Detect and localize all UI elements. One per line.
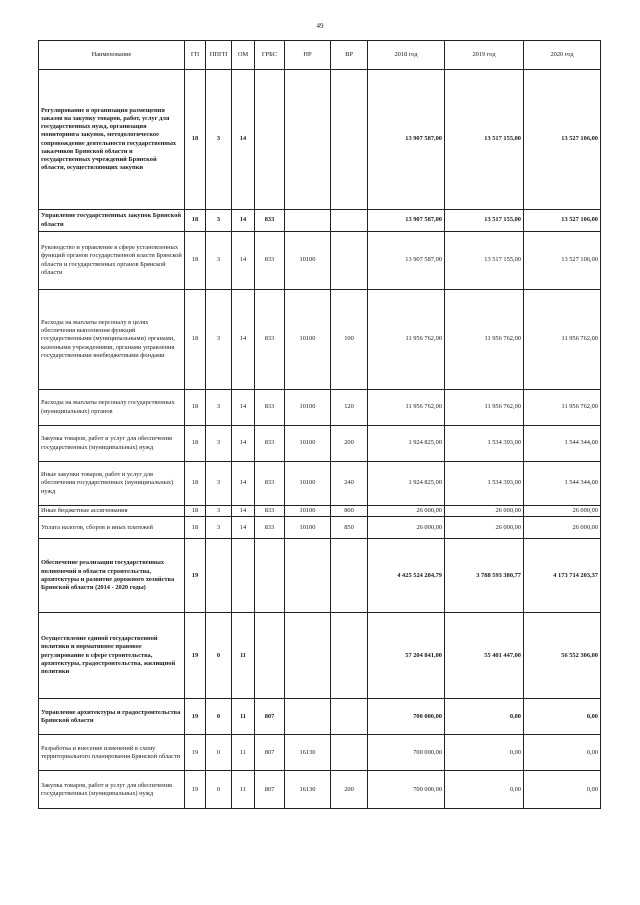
cell-pgp: 3 (206, 517, 232, 539)
cell-y2020: 13 527 106,00 (524, 232, 601, 290)
cell-nr: 10100 (285, 462, 331, 506)
cell-y2020: 26 000,00 (524, 506, 601, 517)
cell-nr: 10100 (285, 506, 331, 517)
table-row (39, 771, 601, 809)
cell-y2018: 13 907 587,00 (368, 210, 445, 232)
cell-gp: 18 (185, 290, 206, 390)
cell-pgp: 3 (206, 462, 232, 506)
cell-name: Регулирование в организация размещения заказов на закупку товаров, работ, услуг для государственных нужд, организация мониторинга закупок, методологическое сопровождение деятельности государственных заказчиков Брянской области и государственных учреждений Брянской области, осуществляющих закупки (39, 70, 185, 210)
table-row (39, 232, 601, 290)
cell-grbs: 833 (255, 517, 285, 539)
cell-y2019: 0,00 (445, 735, 524, 771)
cell-grbs (255, 70, 285, 210)
budget-table (38, 40, 601, 809)
cell-pgp: 3 (206, 290, 232, 390)
table-row (39, 539, 601, 613)
cell-vr: 200 (331, 771, 368, 809)
cell-name: Руководство и управление в сфере установленных функций органов государственной власти Брянской области и государственных органов Брянской области (39, 232, 185, 290)
cell-om: 14 (232, 390, 255, 426)
cell-y2019: 11 956 762,00 (445, 290, 524, 390)
cell-pgp: 0 (206, 735, 232, 771)
cell-y2019: 3 788 593 380,77 (445, 539, 524, 613)
cell-y2019: 0,00 (445, 699, 524, 735)
header-2020: 2020 год (524, 41, 601, 70)
cell-y2018: 1 924 825,00 (368, 462, 445, 506)
cell-pgp: 3 (206, 426, 232, 462)
cell-vr (331, 539, 368, 613)
cell-grbs: 833 (255, 506, 285, 517)
cell-y2018: 11 956 762,00 (368, 390, 445, 426)
cell-nr (285, 539, 331, 613)
table-header-row (39, 41, 601, 70)
cell-pgp: 3 (206, 232, 232, 290)
cell-y2020: 1 544 344,00 (524, 426, 601, 462)
cell-y2018: 4 425 524 284,79 (368, 539, 445, 613)
cell-grbs (255, 613, 285, 699)
cell-gp: 18 (185, 210, 206, 232)
cell-y2020: 0,00 (524, 735, 601, 771)
header-vr: ВР (331, 41, 368, 70)
cell-gp: 18 (185, 232, 206, 290)
cell-nr (285, 699, 331, 735)
cell-y2020: 56 552 306,00 (524, 613, 601, 699)
cell-y2019: 1 534 393,00 (445, 462, 524, 506)
table-row (39, 390, 601, 426)
header-nr: НР (285, 41, 331, 70)
table-row (39, 517, 601, 539)
cell-y2020: 11 956 762,00 (524, 290, 601, 390)
header-om: ОМ (232, 41, 255, 70)
cell-y2019: 0,00 (445, 771, 524, 809)
cell-y2020: 13 527 106,00 (524, 210, 601, 232)
cell-gp: 18 (185, 390, 206, 426)
cell-name: Разработка и внесение изменений в схему территориального планирования Брянской области (39, 735, 185, 771)
cell-om: 11 (232, 699, 255, 735)
cell-name: Иные закупки товаров, работ и услуг для обеспечения государственных (муниципальных) нужд (39, 462, 185, 506)
cell-grbs: 833 (255, 290, 285, 390)
cell-y2018: 57 204 841,00 (368, 613, 445, 699)
cell-y2018: 700 000,00 (368, 735, 445, 771)
table-row (39, 70, 601, 210)
cell-vr: 800 (331, 506, 368, 517)
cell-pgp: 0 (206, 613, 232, 699)
cell-grbs: 833 (255, 426, 285, 462)
cell-grbs: 807 (255, 699, 285, 735)
cell-grbs: 807 (255, 771, 285, 809)
cell-name: Закупка товаров, работ и услуг для обеспечения государственных (муниципальных) нужд (39, 426, 185, 462)
table-row (39, 506, 601, 517)
cell-name: Иные бюджетные ассигнования (39, 506, 185, 517)
cell-y2019: 13 517 155,00 (445, 70, 524, 210)
cell-om: 14 (232, 210, 255, 232)
cell-pgp: 3 (206, 210, 232, 232)
cell-nr: 16130 (285, 771, 331, 809)
cell-om: 14 (232, 517, 255, 539)
cell-gp: 19 (185, 735, 206, 771)
cell-grbs: 833 (255, 390, 285, 426)
cell-om: 14 (232, 290, 255, 390)
header-name: Наименование (39, 41, 185, 70)
table-row (39, 210, 601, 232)
cell-vr (331, 232, 368, 290)
cell-vr: 850 (331, 517, 368, 539)
cell-y2020: 26 000,00 (524, 517, 601, 539)
cell-vr (331, 735, 368, 771)
cell-gp: 18 (185, 506, 206, 517)
table-row (39, 290, 601, 390)
cell-om: 11 (232, 735, 255, 771)
cell-om: 14 (232, 462, 255, 506)
cell-nr: 10100 (285, 517, 331, 539)
cell-gp: 18 (185, 70, 206, 210)
cell-nr (285, 210, 331, 232)
cell-y2020: 0,00 (524, 699, 601, 735)
cell-gp: 19 (185, 539, 206, 613)
table-row (39, 699, 601, 735)
cell-name: Расходы на выплаты персоналу в целях обеспечения выполнения функций государственными (муниципальными) органами, казенными учреждениями, органами управления государственными внебюджетными фондами (39, 290, 185, 390)
cell-name: Осуществление единой государственной политики и нормативное правовое регулирование в сфере строительства, архитектуры, градостроительства, жилищной политики (39, 613, 185, 699)
table-row (39, 462, 601, 506)
cell-vr: 120 (331, 390, 368, 426)
cell-nr: 10100 (285, 232, 331, 290)
cell-nr (285, 70, 331, 210)
cell-y2018: 26 000,00 (368, 506, 445, 517)
cell-pgp (206, 539, 232, 613)
cell-grbs (255, 539, 285, 613)
cell-pgp: 3 (206, 506, 232, 517)
cell-vr (331, 210, 368, 232)
cell-grbs: 807 (255, 735, 285, 771)
cell-gp: 19 (185, 613, 206, 699)
cell-vr (331, 699, 368, 735)
cell-grbs: 833 (255, 462, 285, 506)
cell-om: 14 (232, 506, 255, 517)
cell-grbs: 833 (255, 232, 285, 290)
cell-om: 14 (232, 70, 255, 210)
cell-y2019: 13 517 155,00 (445, 232, 524, 290)
header-grbs: ГРБС (255, 41, 285, 70)
cell-nr: 16130 (285, 735, 331, 771)
cell-om: 11 (232, 771, 255, 809)
cell-y2020: 4 173 714 203,37 (524, 539, 601, 613)
cell-name: Управление государственных закупок Брянской области (39, 210, 185, 232)
cell-name: Расходы на выплаты персоналу государственных (муниципальных) органов (39, 390, 185, 426)
cell-name: Обеспечение реализации государственных полномочий в области строительства, архитектуры и развитие дорожного хозяйства Брянской области (2014 - 2020 годы) (39, 539, 185, 613)
cell-om: 14 (232, 426, 255, 462)
cell-grbs: 833 (255, 210, 285, 232)
cell-om: 11 (232, 613, 255, 699)
cell-pgp: 0 (206, 771, 232, 809)
cell-pgp: 0 (206, 699, 232, 735)
header-pgp: ППГП (206, 41, 232, 70)
cell-y2019: 26 000,00 (445, 506, 524, 517)
cell-vr (331, 613, 368, 699)
table-body (39, 70, 601, 809)
cell-vr: 100 (331, 290, 368, 390)
cell-gp: 19 (185, 699, 206, 735)
cell-y2018: 700 000,00 (368, 771, 445, 809)
cell-name: Управление архитектуры и градостроительства Брянской области (39, 699, 185, 735)
cell-y2020: 11 956 762,00 (524, 390, 601, 426)
cell-pgp: 3 (206, 390, 232, 426)
cell-y2020: 13 527 106,00 (524, 70, 601, 210)
cell-y2018: 11 956 762,00 (368, 290, 445, 390)
cell-vr (331, 70, 368, 210)
cell-om (232, 539, 255, 613)
cell-y2020: 1 544 344,00 (524, 462, 601, 506)
cell-y2019: 55 401 447,00 (445, 613, 524, 699)
cell-y2019: 1 534 393,00 (445, 426, 524, 462)
cell-y2019: 13 517 155,00 (445, 210, 524, 232)
cell-y2018: 13 907 587,00 (368, 232, 445, 290)
table-row (39, 426, 601, 462)
table-row (39, 613, 601, 699)
cell-nr (285, 613, 331, 699)
cell-gp: 18 (185, 462, 206, 506)
cell-nr: 10100 (285, 290, 331, 390)
cell-y2018: 1 924 825,00 (368, 426, 445, 462)
cell-y2020: 0,00 (524, 771, 601, 809)
cell-pgp: 3 (206, 70, 232, 210)
cell-om: 14 (232, 232, 255, 290)
cell-vr: 240 (331, 462, 368, 506)
cell-y2019: 11 956 762,00 (445, 390, 524, 426)
cell-nr: 10100 (285, 390, 331, 426)
header-gp: ГП (185, 41, 206, 70)
cell-gp: 19 (185, 771, 206, 809)
cell-nr: 10100 (285, 426, 331, 462)
cell-y2018: 700 000,00 (368, 699, 445, 735)
cell-y2018: 26 000,00 (368, 517, 445, 539)
cell-y2018: 13 907 587,00 (368, 70, 445, 210)
cell-name: Уплата налогов, сборов и иных платежей (39, 517, 185, 539)
cell-vr: 200 (331, 426, 368, 462)
cell-name: Закупка товаров, работ и услуг для обеспечения государственных (муниципальных) нужд (39, 771, 185, 809)
table-row (39, 735, 601, 771)
page-number: 49 (316, 22, 324, 30)
header-2018: 2018 год (368, 41, 445, 70)
cell-gp: 18 (185, 517, 206, 539)
header-2019: 2019 год (445, 41, 524, 70)
cell-y2019: 26 000,00 (445, 517, 524, 539)
cell-gp: 18 (185, 426, 206, 462)
